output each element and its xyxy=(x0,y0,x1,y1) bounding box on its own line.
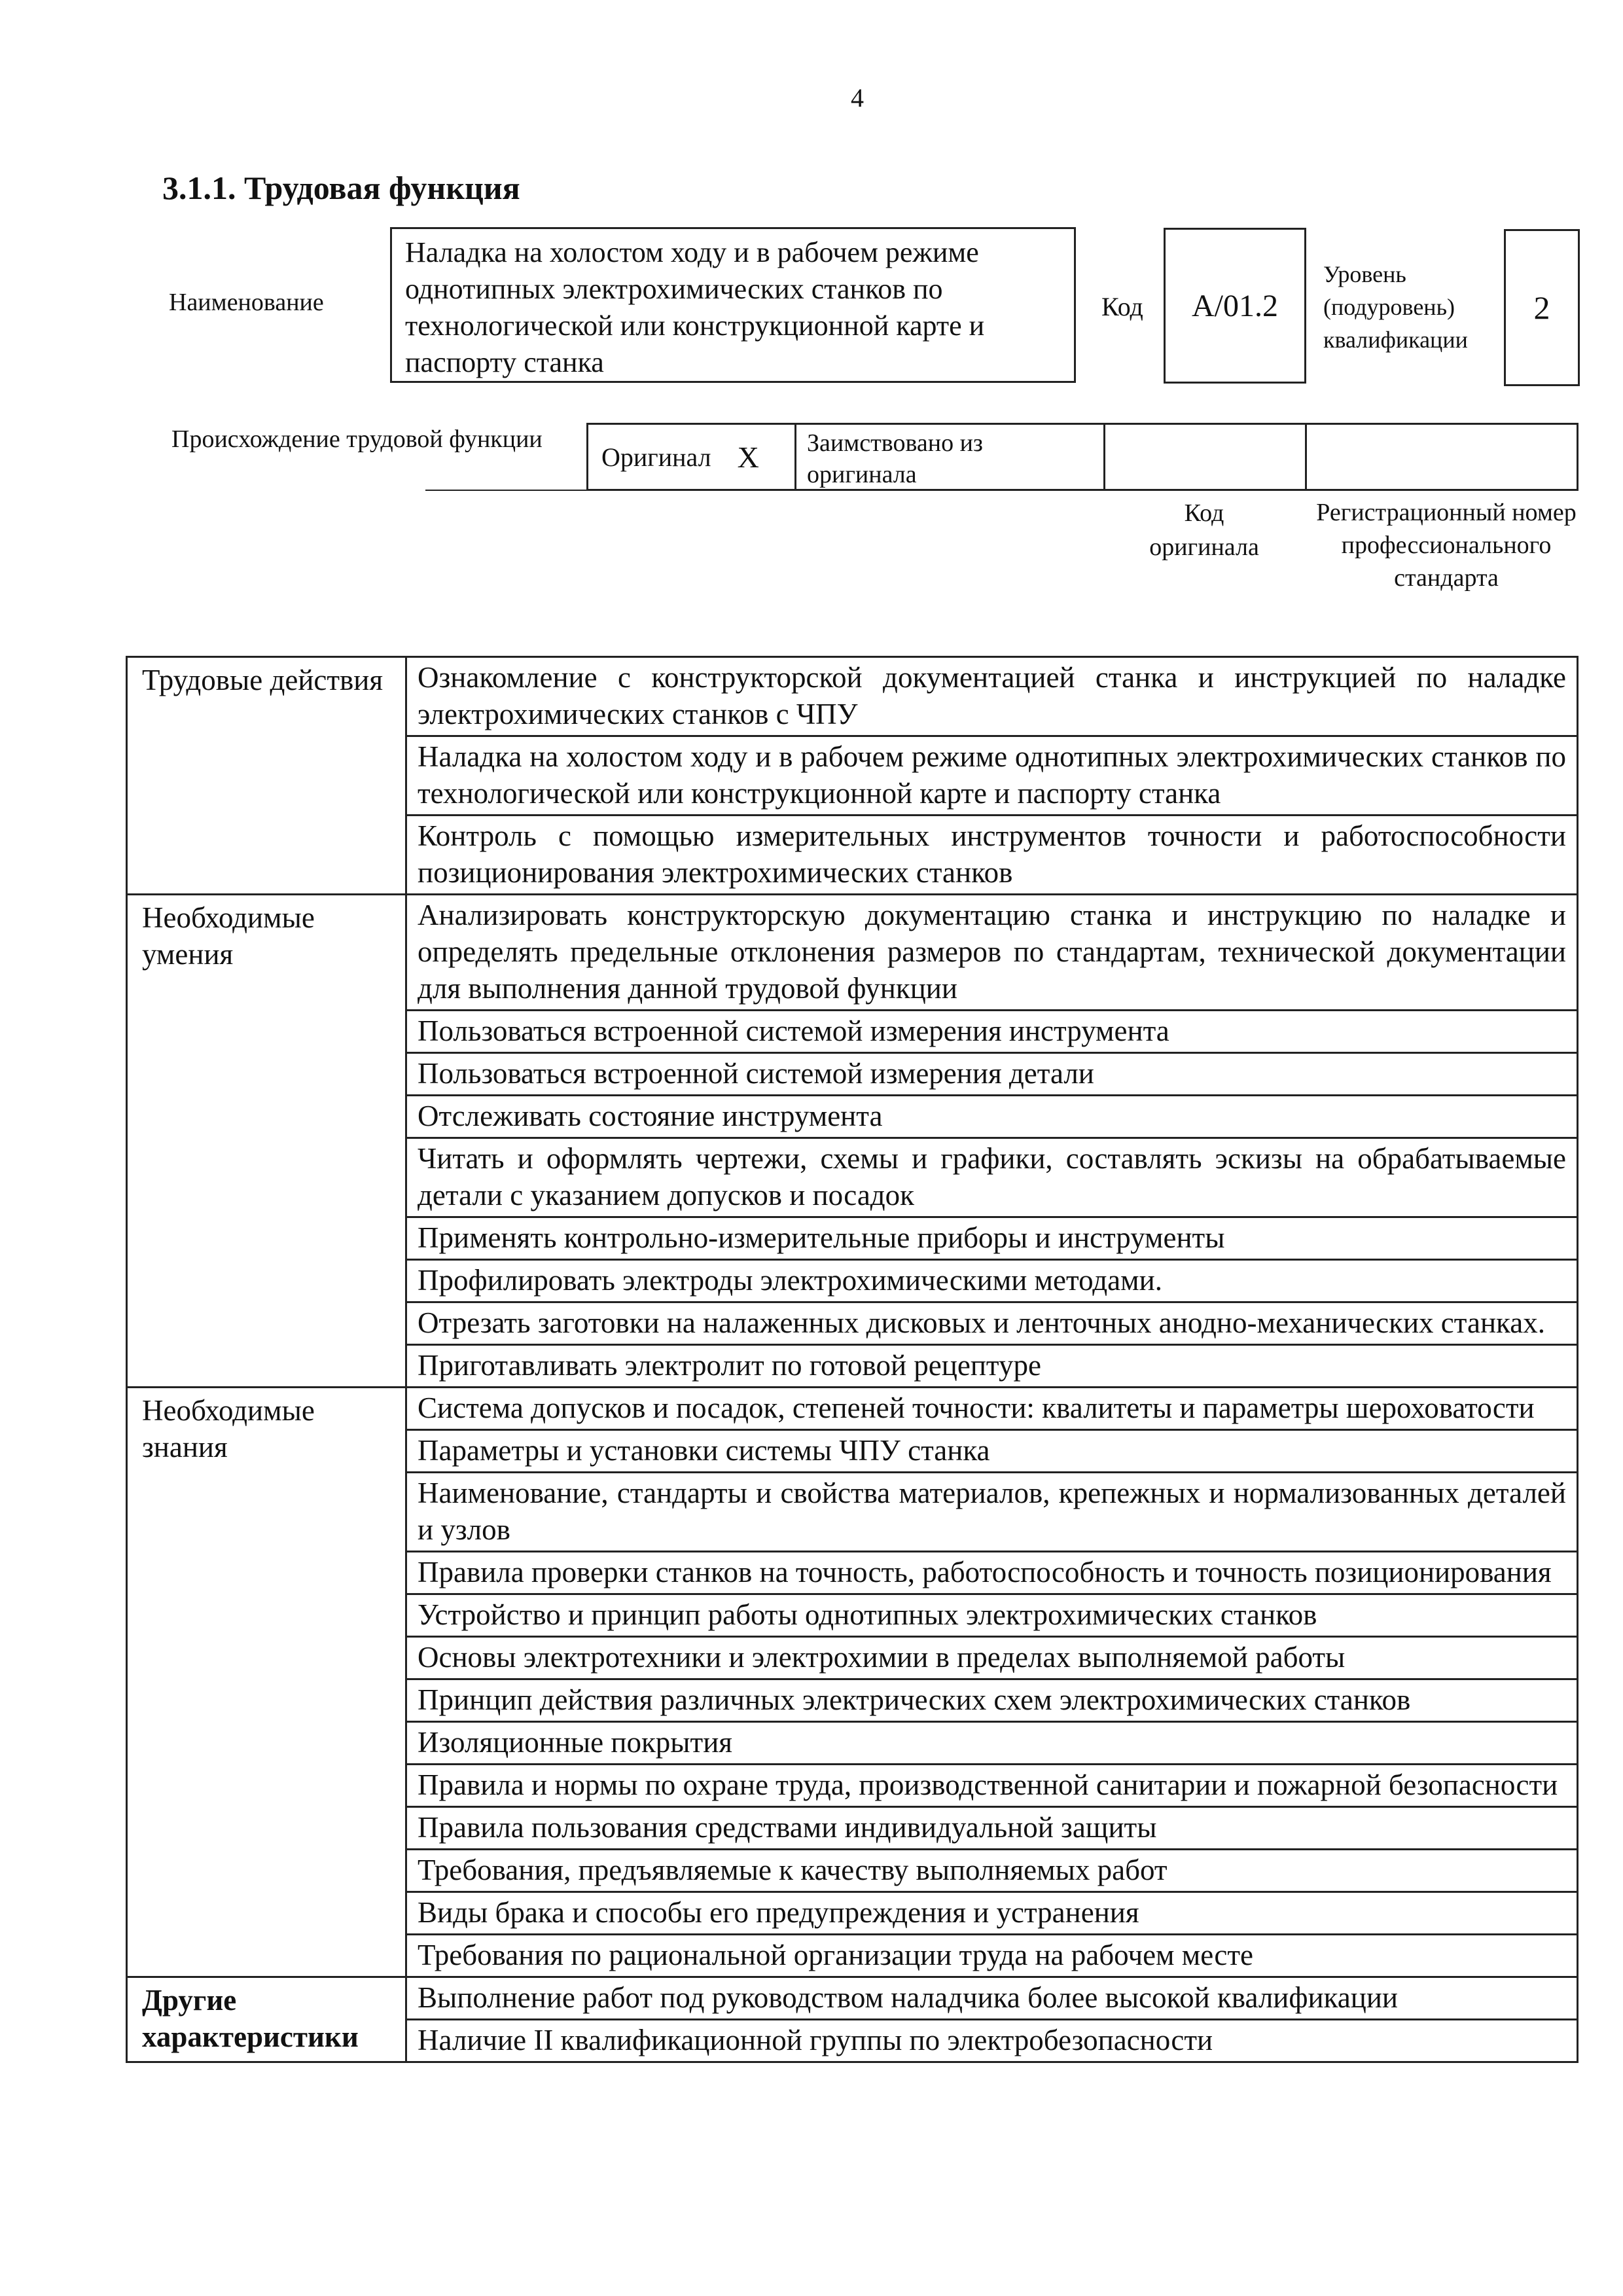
table-cell: Анализировать конструкторскую документацию станка и инструкцию по наладке и определять предельные отклонения размеров по стандартам, технической документации для выполнения данной трудовой функции xyxy=(406,895,1578,1011)
section-title-labor-actions: Трудовые действия xyxy=(127,657,406,895)
table-cell: Изоляционные покрытия xyxy=(406,1722,1578,1765)
qualification-level-label: Уровень (подуровень) квалификации xyxy=(1323,261,1468,353)
labor-function-table xyxy=(126,656,1578,2063)
table-row xyxy=(127,1388,1578,1430)
origin-label: Происхождение трудовой функции xyxy=(171,425,543,453)
origin-table xyxy=(586,423,1578,491)
reg-number-caption: Регистрационный номер профессионального стандарта xyxy=(1316,499,1577,592)
code-label: Код xyxy=(1101,292,1143,321)
table-cell: Наличие II квалификационной группы по электробезопасности xyxy=(406,2020,1578,2062)
table-cell: Читать и оформлять чертежи, схемы и графики, составлять эскизы на обрабатываемые детали с указанием допусков и посадок xyxy=(406,1138,1578,1217)
table-cell: Система допусков и посадок, степеней точности: квалитеты и параметры шероховатости xyxy=(406,1388,1578,1430)
table-row xyxy=(127,657,1578,736)
table-cell: Правила и нормы по охране труда, производственной санитарии и пожарной безопасности xyxy=(406,1765,1578,1807)
origin-borrowed-cell: Заимствовано из оригинала xyxy=(796,425,1105,489)
table-row xyxy=(127,1977,1578,2020)
table-cell: Приготавливать электролит по готовой рецептуре xyxy=(406,1345,1578,1388)
origin-reg-number-cell xyxy=(1307,425,1577,489)
name-label: Наименование xyxy=(169,289,324,316)
page-number: 4 xyxy=(851,83,864,113)
table-cell: Ознакомление с конструкторской документацией станка и инструкцией по наладке электрохимических станков с ЧПУ xyxy=(406,657,1578,736)
origin-original-label: Оригинал xyxy=(601,442,711,472)
qualification-level-box: 2 xyxy=(1504,229,1580,386)
table-cell: Контроль с помощью измерительных инструментов точности и работоспособности позиционирования электрохимических станков xyxy=(406,816,1578,895)
section-title-other: Другие характеристики xyxy=(127,1977,406,2062)
table-row xyxy=(127,895,1578,1011)
table-cell: Требования по рациональной организации труда на рабочем месте xyxy=(406,1935,1578,1977)
table-cell: Отслеживать состояние инструмента xyxy=(406,1096,1578,1138)
origin-original-cell xyxy=(588,425,796,489)
table-cell: Выполнение работ под руководством наладчика более высокой квалификации xyxy=(406,1977,1578,2020)
table-cell: Наладка на холостом ходу и в рабочем режиме однотипных электрохимических станков по технологической или конструкционной карте и паспорту станка xyxy=(406,736,1578,816)
table-cell: Устройство и принцип работы однотипных электрохимических станков xyxy=(406,1594,1578,1637)
table-cell: Пользоваться встроенной системой измерения детали xyxy=(406,1053,1578,1096)
table-cell: Параметры и установки системы ЧПУ станка xyxy=(406,1430,1578,1473)
origin-original-mark: X xyxy=(737,440,759,474)
table-cell: Пользоваться встроенной системой измерения инструмента xyxy=(406,1011,1578,1053)
code-value-box: A/01.2 xyxy=(1164,228,1306,384)
section-title-knowledge: Необходимые знания xyxy=(127,1388,406,1977)
table-cell: Профилировать электроды электрохимическими методами. xyxy=(406,1260,1578,1302)
origin-code-cell xyxy=(1105,425,1307,489)
table-cell: Отрезать заготовки на налаженных дисковых и ленточных анодно-механических станках. xyxy=(406,1302,1578,1345)
table-cell: Наименование, стандарты и свойства материалов, крепежных и нормализованных деталей и узлов xyxy=(406,1473,1578,1552)
table-cell: Основы электротехники и электрохимии в пределах выполняемой работы xyxy=(406,1637,1578,1679)
table-cell: Правила пользования средствами индивидуальной защиты xyxy=(406,1807,1578,1850)
section-title-skills: Необходимые умения xyxy=(127,895,406,1388)
table-cell: Применять контрольно-измерительные приборы и инструменты xyxy=(406,1217,1578,1260)
name-value-box: Наладка на холостом ходу и в рабочем режиме однотипных электрохимических станков по технологической или конструкционной карте и паспорту станка xyxy=(390,227,1076,383)
table-cell: Правила проверки станков на точность, работоспособность и точность позиционирования xyxy=(406,1552,1578,1594)
table-cell: Виды брака и способы его предупреждения и устранения xyxy=(406,1892,1578,1935)
code-original-caption: Код оригинала xyxy=(1149,499,1259,561)
table-cell: Принцип действия различных электрических схем электрохимических станков xyxy=(406,1679,1578,1722)
section-title: 3.1.1. Трудовая функция xyxy=(162,170,520,206)
table-cell: Требования, предъявляемые к качеству выполняемых работ xyxy=(406,1850,1578,1892)
